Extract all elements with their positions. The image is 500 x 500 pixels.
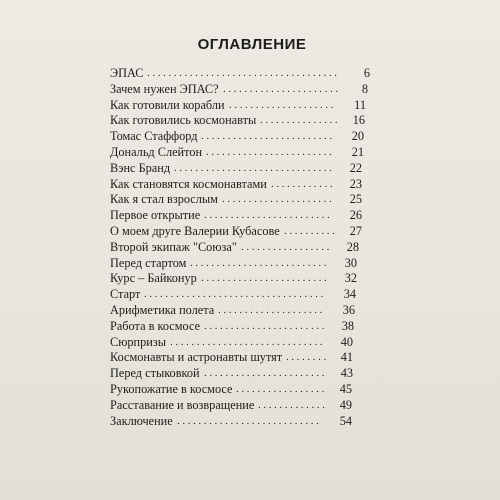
toc-entry	[110, 113, 365, 129]
dot-leader: .........................	[201, 130, 335, 143]
toc-entry-page-number: 40	[340, 334, 353, 349]
toc-entry-title: Второй экипаж "Союза"	[110, 239, 237, 254]
toc-entry-title: Перед стартом	[110, 255, 187, 270]
dot-leader: ............	[271, 177, 336, 190]
toc-entry	[110, 192, 362, 208]
toc-entry-title: Как становятся космонавтами	[110, 176, 267, 191]
dot-leader: ...............	[260, 114, 341, 127]
toc-entry	[110, 97, 366, 114]
toc-entry-page-number: 11	[354, 97, 366, 112]
toc-entry	[110, 129, 364, 145]
toc-entry-page-number: 41	[340, 350, 353, 365]
dot-leader: ..............................	[174, 161, 335, 174]
toc-entry-page-number: 30	[344, 255, 357, 270]
dot-leader: .................	[241, 240, 332, 253]
toc-entry	[110, 366, 357, 382]
toc-entry-title: Зачем нужен ЭПАС?	[110, 81, 219, 96]
toc-entry-page-number: 20	[351, 129, 364, 144]
toc-entry	[110, 144, 364, 161]
dot-leader: ..........	[284, 224, 338, 237]
toc-entry	[110, 303, 357, 319]
toc-entry-title: Сюрпризы	[110, 334, 166, 349]
table-of-contents	[110, 66, 370, 429]
toc-entry-page-number: 8	[361, 81, 368, 96]
dot-leader: ....................................	[147, 67, 340, 79]
toc-entry-page-number: 54	[339, 413, 352, 428]
toc-entry-page-number: 21	[351, 144, 364, 159]
toc-entry-page-number: 16	[352, 113, 365, 128]
dot-leader: .................	[236, 382, 327, 395]
dot-leader: .......................	[204, 319, 328, 332]
toc-entry-page-number: 43	[340, 366, 353, 381]
toc-entry-title: Как готовили корабли	[110, 97, 225, 112]
dot-leader: ..................................	[144, 288, 326, 301]
dot-leader: .....................	[222, 193, 335, 206]
toc-entry-title: Курс – Байконур	[110, 271, 197, 286]
toc-entry	[110, 256, 357, 272]
dot-leader: ........................	[204, 209, 333, 222]
toc-entry-page-number: 38	[341, 318, 354, 333]
toc-entry	[110, 240, 357, 256]
dot-leader: ........	[286, 351, 329, 364]
toc-entry	[110, 66, 370, 82]
toc-entry-page-number: 27	[349, 223, 362, 238]
toc-entry-title: Арифметика полета	[110, 302, 215, 317]
dot-leader: ...........................	[177, 414, 322, 427]
toc-entry	[110, 398, 357, 414]
toc-entry-page-number: 28	[346, 239, 359, 254]
toc-entry-title: Работа в космосе	[110, 318, 201, 333]
toc-entry	[110, 319, 357, 335]
toc-entry	[110, 287, 357, 303]
toc-entry-title: Рукопожатие в космосе	[110, 381, 233, 396]
toc-entry-page-number: 26	[349, 208, 362, 223]
toc-entry-title: Первое открытие	[110, 208, 201, 223]
toc-entry-title: О моем друге Валерии Кубасове	[110, 223, 280, 238]
dot-leader: ....................	[229, 98, 336, 111]
dot-leader: ......................	[223, 82, 341, 95]
page-title: ОГЛАВЛЕНИЕ	[197, 36, 307, 53]
toc-entry	[110, 271, 357, 287]
toc-entry	[110, 335, 357, 351]
toc-entry-title: Перед стыковкой	[110, 366, 200, 381]
toc-entry-page-number: 25	[349, 192, 362, 207]
toc-entry	[110, 81, 368, 98]
toc-entry-page-number: 45	[339, 381, 352, 396]
dot-leader: ....................	[218, 303, 325, 316]
toc-entry-title: Как готовились космонавты	[110, 113, 257, 128]
toc-entry	[110, 223, 362, 240]
toc-entry	[110, 208, 362, 224]
dot-leader: .............	[258, 398, 328, 411]
toc-entry-title: Расставание и возвращение	[110, 397, 255, 412]
toc-entry	[110, 350, 357, 366]
toc-entry-title: Томас Стаффорд	[110, 129, 198, 144]
dot-leader: .............................	[170, 335, 326, 348]
toc-entry-title: Дональд Слейтон	[110, 144, 203, 159]
toc-entry-title: Заключение	[110, 413, 173, 428]
toc-entry-page-number: 6	[363, 66, 370, 80]
toc-entry-title: Старт	[110, 287, 141, 302]
dot-leader: ..........................	[190, 256, 330, 269]
dot-leader: ........................	[206, 145, 335, 158]
toc-entry-page-number: 36	[342, 302, 355, 317]
toc-entry-page-number: 49	[339, 397, 352, 412]
toc-entry-page-number: 22	[349, 160, 362, 175]
dot-leader: ........................	[201, 272, 330, 285]
toc-entry-title: Вэнс Бранд	[110, 160, 171, 175]
toc-entry	[110, 160, 362, 177]
dot-leader: .......................	[204, 367, 328, 380]
toc-entry-title: Как я стал взрослым	[110, 192, 218, 207]
toc-entry-title: ЭПАС	[110, 66, 144, 80]
toc-entry	[110, 414, 357, 430]
toc-entry	[110, 382, 357, 398]
toc-entry-page-number: 32	[344, 271, 357, 286]
toc-entry-page-number: 34	[343, 287, 356, 302]
toc-entry-page-number: 23	[349, 176, 362, 191]
toc-entry	[110, 176, 362, 193]
toc-entry-title: Космонавты и астронавты шутят	[110, 350, 283, 365]
